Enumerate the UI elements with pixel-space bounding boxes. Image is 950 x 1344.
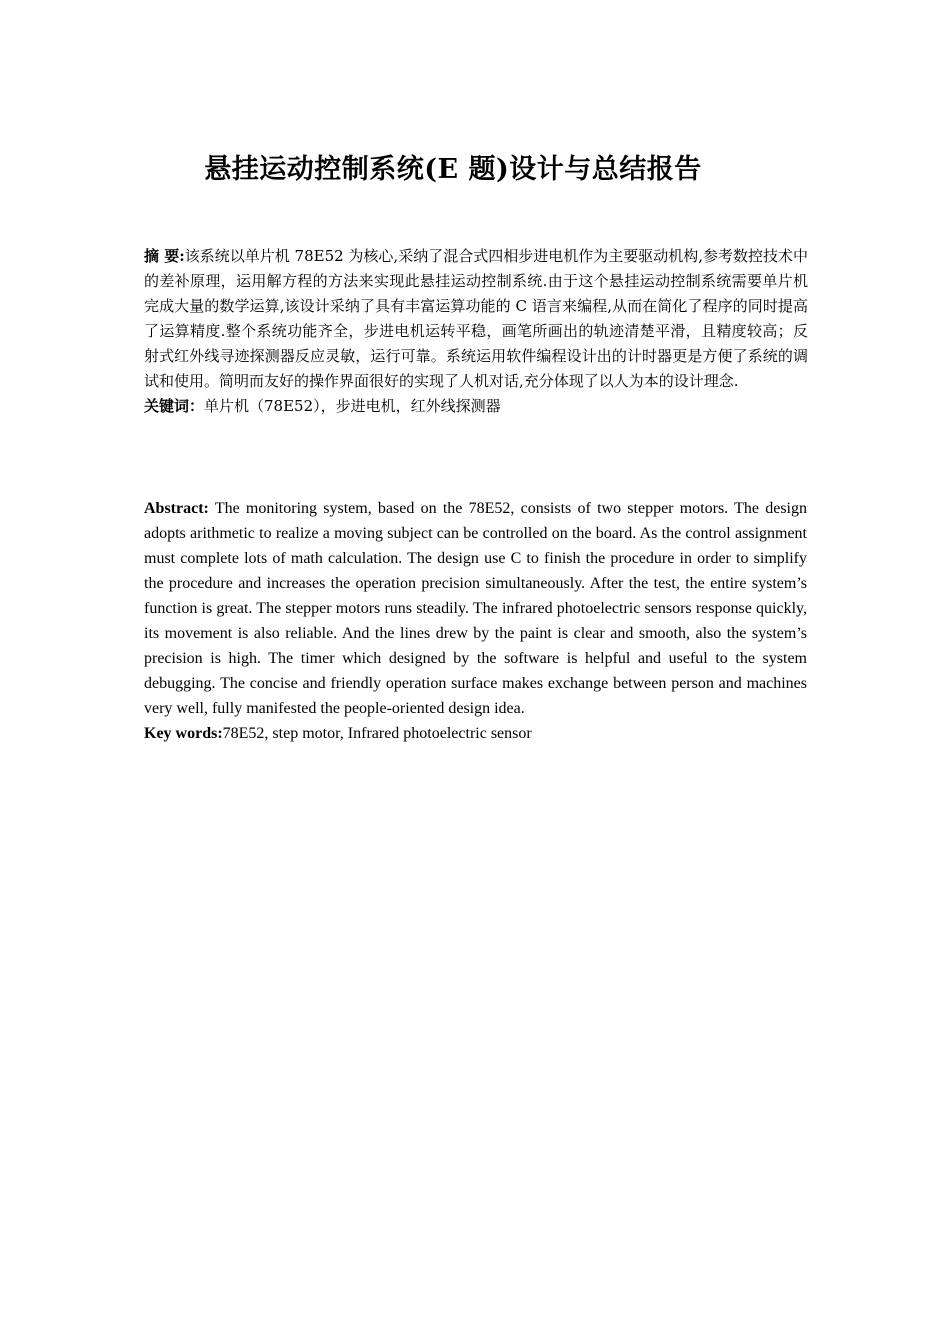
english-abstract-label: Abstract: [144,500,209,517]
english-abstract-section [144,496,807,746]
english-keywords-text: 78E52, step motor, Infrared photoelectric sensor [222,725,532,742]
chinese-abstract-section [144,244,808,419]
document-title: 悬挂运动控制系统(E 题)设计与总结报告 [204,154,702,185]
english-abstract-text: The monitoring system, based on the 78E52, consists of two stepper motors. The design adopts arithmetic to realize a moving subject can be controlled on the board. As the control assignment must complete lots of math calculation. The design use C to finish the procedure in order to simplify the procedure and increases the operation precision simultaneously. After the test, the entire system’s function is great. The stepper motors runs steadily. The infrared photoelectric sensors response quickly, its movement is also reliable. And the lines drew by the paint is clear and smooth, also the system’s precision is high. The timer which designed by the software is helpful and useful to the system debugging. The concise and friendly operation surface makes exchange between person and machines very well, fully manifested the people-oriented design idea. [144,500,807,717]
chinese-abstract-label: 摘 要: [144,247,185,265]
chinese-keywords-label: 关键词： [144,397,205,415]
english-abstract-paragraph [144,496,807,721]
chinese-keywords-paragraph [144,394,808,419]
chinese-abstract-paragraph [144,244,808,394]
english-keywords-label: Key words: [144,725,223,742]
english-keywords-paragraph [144,721,807,746]
chinese-abstract-text: 该系统以单片机 78E52 为核心,采纳了混合式四相步进电机作为主要驱动机构,参考数控技术中的差补原理，运用解方程的方法来实现此悬挂运动控制系统.由于这个悬挂运动控制系统需要单片机完成大量的数学运算,该设计采纳了具有丰富运算功能的 C 语言来编程,从而在简化了程序的同时提高了运算精度.整个系统功能齐全，步进电机运转平稳，画笔所画出的轨迹清楚平滑，且精度较高；反射式红外线寻迹探测器反应灵敏，运行可靠。系统运用软件编程设计出的计时器更是方便了系统的调试和使用。简明而友好的操作界面很好的实现了人机对话,充分体现了以人为本的设计理念. [144,247,808,390]
chinese-keywords-text: 单片机（78E52），步进电机，红外线探测器 [204,397,501,415]
